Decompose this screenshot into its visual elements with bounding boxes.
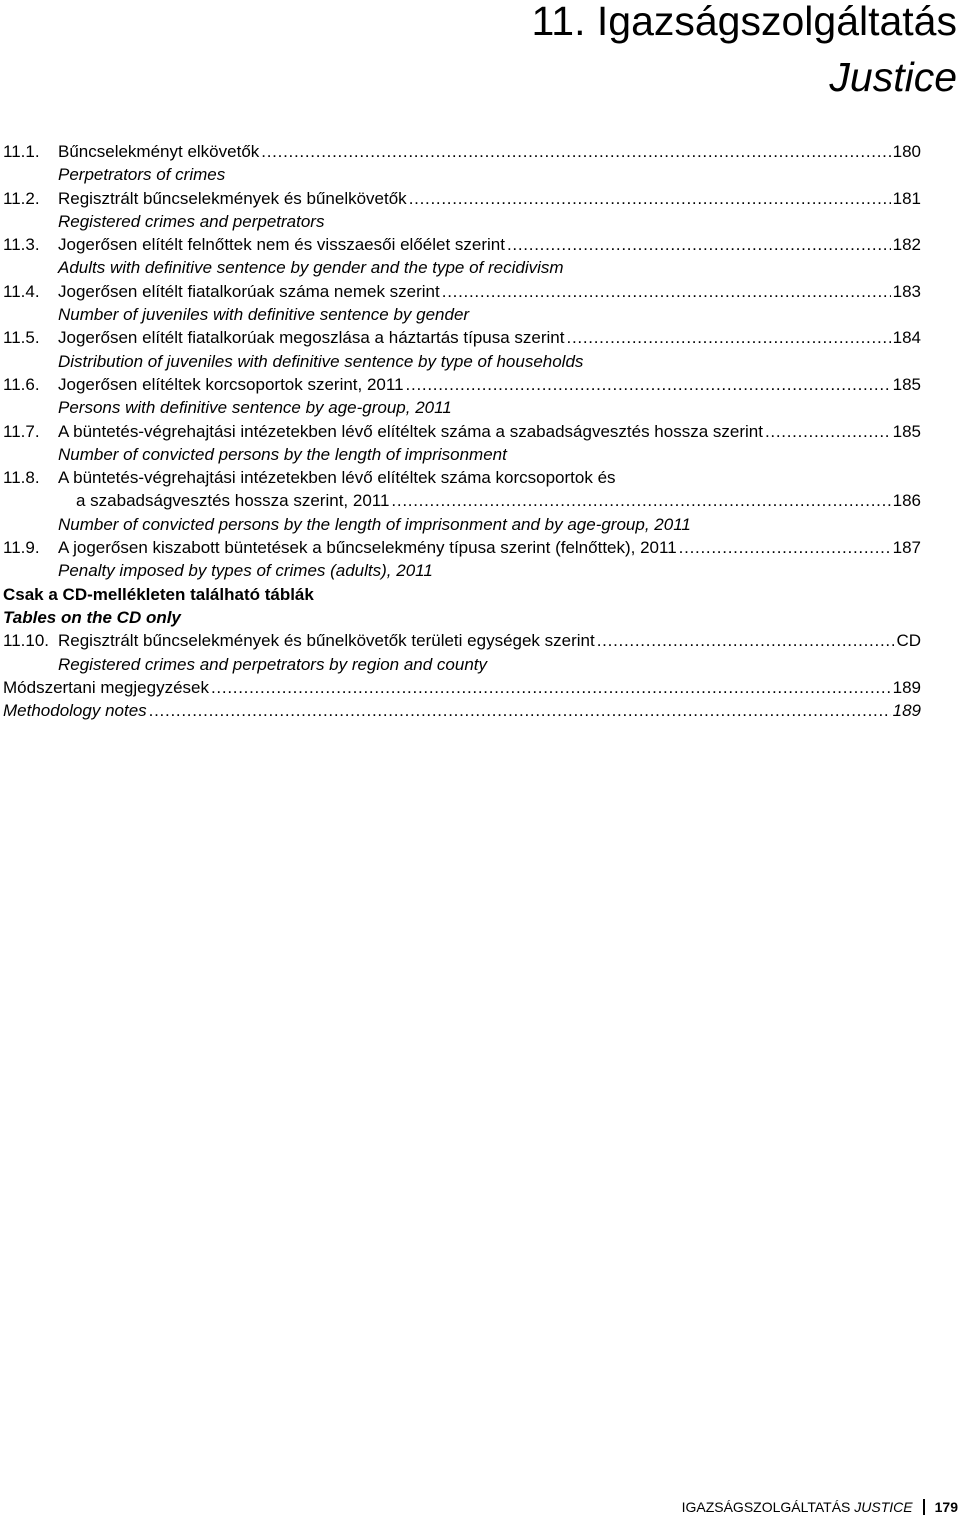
toc-page-number: 187 bbox=[892, 538, 921, 558]
toc-title-hu: Jogerősen elítélt felnőttek nem és visszaesői előélet szerint bbox=[58, 235, 505, 255]
toc-title-en: Persons with definitive sentence by age-group, 2011 bbox=[58, 398, 452, 418]
toc-entry-11-4[interactable] bbox=[3, 280, 921, 303]
toc-title-hu: A jogerősen kiszabott büntetések a bűncselekmény típusa szerint (felnőttek), 2011 bbox=[58, 538, 677, 558]
toc-entry-methodology-hu[interactable] bbox=[3, 676, 921, 699]
footer-chapter-en: JUSTICE bbox=[854, 1499, 913, 1515]
toc-number: 11.10. bbox=[3, 631, 50, 651]
toc-entry-11-5[interactable] bbox=[3, 326, 921, 349]
toc-page-number: 184 bbox=[892, 328, 921, 348]
toc-title-hu: Jogerősen elítélt fiatalkorúak megoszlása a háztartás típusa szerint bbox=[58, 328, 565, 348]
chapter-title-hu: 11. Igazságszolgáltatás bbox=[531, 0, 957, 44]
dot-leader bbox=[442, 280, 891, 303]
toc-title-en: Registered crimes and perpetrators bbox=[58, 211, 325, 231]
toc-page-number: 181 bbox=[892, 188, 921, 208]
footer-page-number: 179 bbox=[934, 1499, 958, 1515]
dot-leader bbox=[567, 326, 891, 349]
toc-title-en: Distribution of juveniles with definitive sentence by type of households bbox=[58, 351, 584, 371]
toc-number: 11.1. bbox=[3, 142, 40, 161]
toc-title-hu-continued: a szabadságvesztés hossza szerint, 2011 bbox=[76, 491, 390, 511]
toc-number: 11.4. bbox=[3, 281, 40, 301]
dot-leader bbox=[261, 140, 890, 163]
toc-entry-11-8[interactable] bbox=[3, 466, 921, 489]
dot-leader bbox=[391, 489, 890, 512]
toc-number: 11.7. bbox=[3, 421, 40, 441]
toc-number: 11.2. bbox=[3, 188, 40, 208]
cd-section-heading-en: Tables on the CD only bbox=[3, 607, 181, 627]
toc-title-en: Number of convicted persons by the length of imprisonment bbox=[58, 444, 507, 464]
toc-title-en: Perpetrators of crimes bbox=[58, 165, 226, 185]
dot-leader bbox=[765, 420, 891, 443]
toc-entry-11-9[interactable] bbox=[3, 536, 921, 559]
toc-page-number: CD bbox=[896, 631, 921, 651]
toc-title-en: Adults with definitive sentence by gender and the type of recidivism bbox=[58, 258, 564, 278]
toc-number: 11.9. bbox=[3, 538, 40, 558]
toc-title-en: Number of juveniles with definitive sentence by gender bbox=[58, 305, 470, 325]
toc-title-hu: Bűncselekményt elkövetők bbox=[58, 142, 260, 161]
toc-number: 11.8. bbox=[3, 468, 40, 488]
toc-entry-11-6[interactable] bbox=[3, 373, 921, 396]
chapter-title-en: Justice bbox=[829, 54, 957, 100]
footer-chapter-hu: IGAZSÁGSZOLGÁLTATÁS bbox=[681, 1499, 851, 1515]
dot-leader bbox=[597, 629, 895, 652]
toc-number: 11.5. bbox=[3, 328, 40, 348]
toc-title-hu: A büntetés-végrehajtási intézetekben lévő elítéltek száma korcsoportok és bbox=[58, 468, 616, 488]
methodology-title-en: Methodology notes bbox=[3, 701, 147, 721]
toc-title-hu: Jogerősen elítéltek korcsoportok szerint, 2011 bbox=[58, 374, 404, 394]
toc-page-number: 186 bbox=[892, 491, 921, 511]
toc-entry-11-2[interactable] bbox=[3, 187, 921, 210]
table-of-contents bbox=[3, 140, 921, 722]
dot-leader bbox=[149, 699, 891, 722]
toc-entry-11-1[interactable] bbox=[3, 140, 921, 163]
footer-separator bbox=[923, 1499, 925, 1515]
toc-page-number: 183 bbox=[892, 281, 921, 301]
toc-entry-11-7[interactable] bbox=[3, 420, 921, 443]
toc-title-hu: A büntetés-végrehajtási intézetekben lévő elítéltek száma a szabadságvesztés hossza szerint bbox=[58, 421, 763, 441]
dot-leader bbox=[409, 187, 891, 210]
toc-page-number: 180 bbox=[892, 142, 921, 161]
toc-title-en: Number of convicted persons by the length of imprisonment and by age-group, 2011 bbox=[58, 514, 691, 534]
toc-title-hu: Regisztrált bűncselekmények és bűnelkövetők bbox=[58, 188, 407, 208]
dot-leader bbox=[507, 233, 891, 256]
toc-page-number: 185 bbox=[892, 374, 921, 394]
toc-entry-11-3[interactable] bbox=[3, 233, 921, 256]
toc-number: 11.6. bbox=[3, 374, 40, 394]
dot-leader bbox=[406, 373, 891, 396]
toc-title-hu: Jogerősen elítélt fiatalkorúak száma nemek szerint bbox=[58, 281, 440, 301]
page-footer bbox=[682, 1499, 958, 1515]
cd-section-heading-hu: Csak a CD-mellékleten található táblák bbox=[3, 584, 314, 604]
toc-entry-methodology-en[interactable] bbox=[3, 699, 921, 722]
toc-page-number: 189 bbox=[892, 701, 921, 721]
toc-page-number: 189 bbox=[892, 677, 921, 697]
toc-title-en: Penalty imposed by types of crimes (adults), 2011 bbox=[58, 561, 433, 581]
dot-leader bbox=[211, 676, 891, 699]
toc-number: 11.3. bbox=[3, 235, 40, 255]
toc-entry-11-10[interactable] bbox=[3, 629, 921, 652]
dot-leader bbox=[679, 536, 891, 559]
toc-page-number: 185 bbox=[892, 421, 921, 441]
methodology-title-hu: Módszertani megjegyzések bbox=[3, 677, 209, 697]
toc-page-number: 182 bbox=[892, 235, 921, 255]
toc-title-en: Registered crimes and perpetrators by region and county bbox=[58, 654, 488, 674]
toc-title-hu: Regisztrált bűncselekmények és bűnelkövetők területi egységek szerint bbox=[58, 631, 595, 651]
